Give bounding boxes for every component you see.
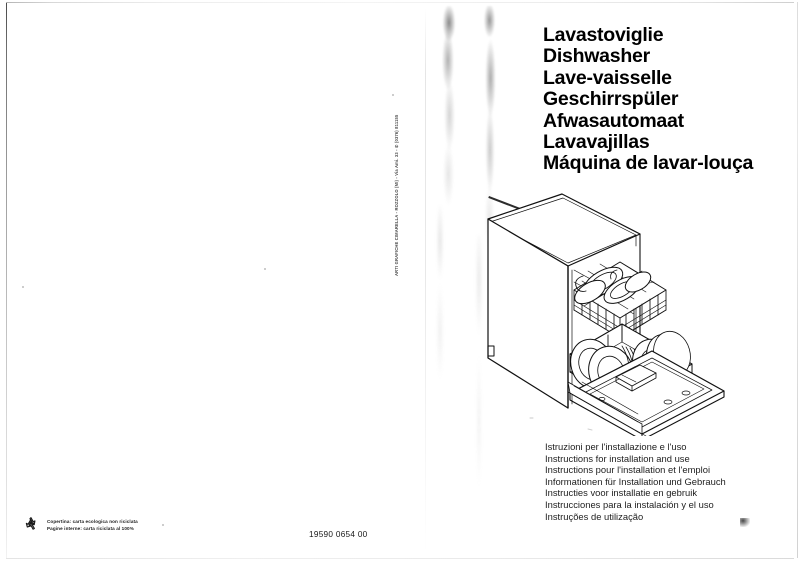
recycling-icon xyxy=(19,515,41,536)
product-title-fr: Lave-vaisselle xyxy=(543,66,672,89)
product-title-pt: Máquina de lavar-louça xyxy=(543,152,754,175)
page-edge-top xyxy=(6,2,794,3)
dishwasher-illustration xyxy=(470,186,738,436)
page-edge-right xyxy=(797,2,798,558)
paper-speck xyxy=(22,286,24,288)
product-title-block xyxy=(543,25,793,175)
scan-streak-lower-left xyxy=(430,205,450,385)
page-edge-bottom xyxy=(6,558,794,559)
instruction-lines xyxy=(545,441,793,522)
instruction-line-nl: Instructies voor installatie en gebruik xyxy=(545,487,698,499)
recycling-pages-line: Pagine interne: carta riciclata al 100% xyxy=(47,525,134,531)
recycling-cover-line: Copertina: carta ecologica non riciclata xyxy=(47,518,138,524)
product-title-en: Dishwasher xyxy=(543,45,650,68)
recycling-note xyxy=(19,515,138,536)
instruction-line-it: Istruzioni per l'installazione e l'uso xyxy=(545,441,687,452)
page-edge-left xyxy=(6,2,7,558)
instruction-line-fr: Instructions pour l'installation et l'emploi xyxy=(545,464,711,476)
product-title-de: Geschirrspüler xyxy=(543,88,679,111)
page-fold-line xyxy=(425,8,426,553)
instruction-line-de: Informationen für Installation und Gebrauch xyxy=(545,475,726,487)
part-number: 19590 0654 00 xyxy=(309,530,368,539)
instruction-line-pt: Instruções de utilização xyxy=(545,510,644,522)
product-title-nl: Afwasautomaat xyxy=(543,109,684,132)
paper-speck xyxy=(264,268,266,270)
instruction-line-en: Instructions for installation and use xyxy=(545,452,690,464)
product-title-es: Lavavajillas xyxy=(543,131,650,154)
product-title-it: Lavastoviglie xyxy=(543,24,664,46)
printer-credit: ARTI GRAFICHE CIMARELLA - ROZZOLO (MI) - Via Ami. 33 - ✆ (0376) 811155 xyxy=(394,114,399,276)
instruction-line-es: Instrucciones para la instalación y el uso xyxy=(545,498,714,510)
paper-speck xyxy=(162,524,164,526)
scan-streak-left xyxy=(436,6,462,216)
recycling-text xyxy=(47,519,138,532)
